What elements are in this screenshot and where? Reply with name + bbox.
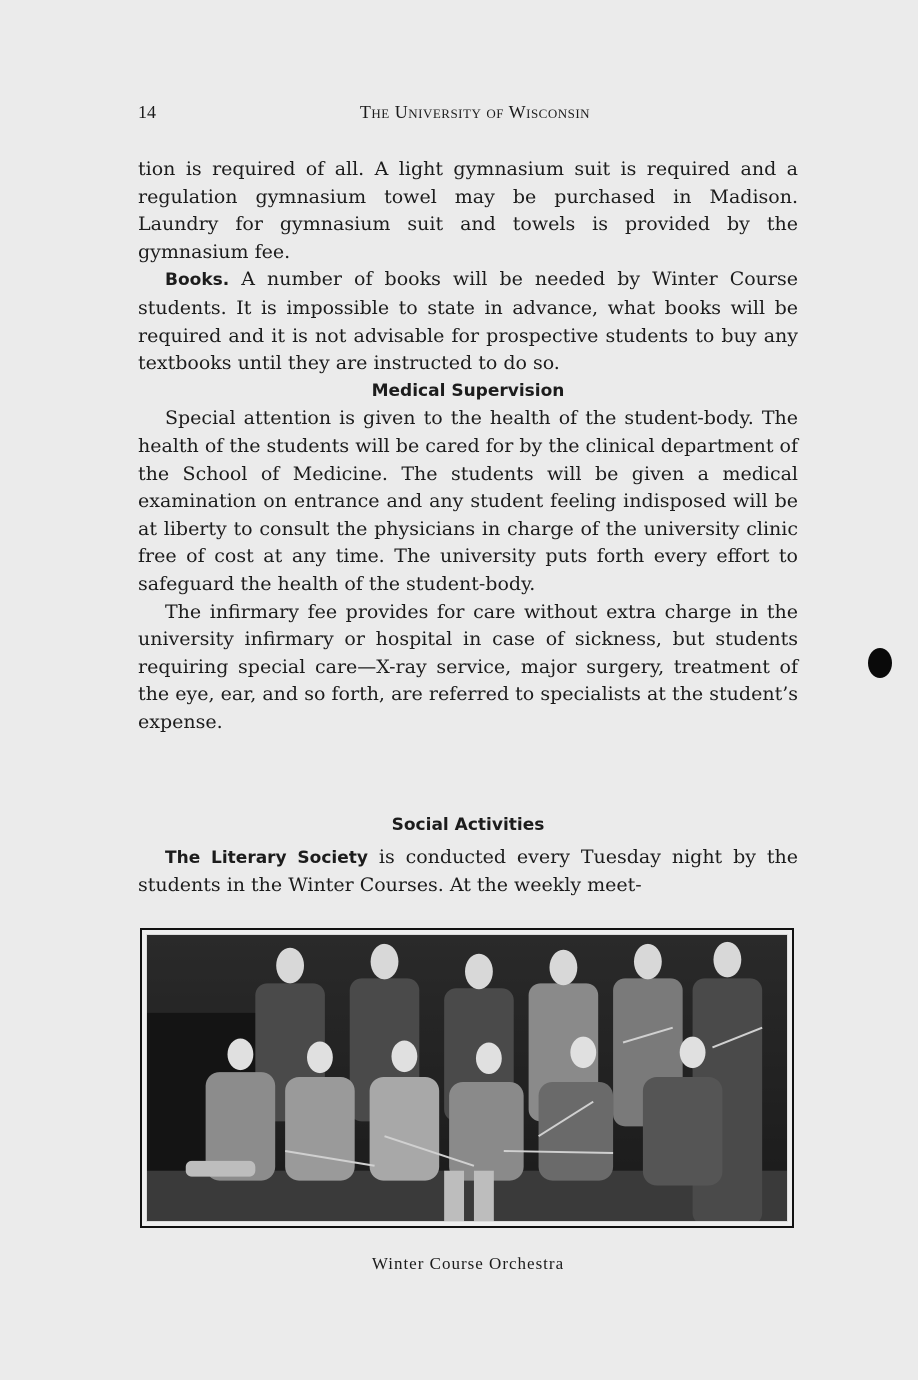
photo-caption: Winter Course Orchestra xyxy=(371,1254,565,1273)
body-text-upper xyxy=(138,156,798,736)
paragraph-medical-1: Special attention is given to the health of the student-body. The health of the students will be cared for by the clinical department of the School of Medicine. The students will be given a medical examination on entrance and any student feeling indisposed will be at liberty to consult the physicians in charge of the university clinic free of cost at any time. The university puts forth every effort to safeguard the health of the student-body. xyxy=(138,407,798,595)
running-title: The University of Wisconsin xyxy=(359,102,591,122)
paragraph-books xyxy=(138,266,798,377)
paragraph-literary-society xyxy=(138,844,798,900)
books-text: A number of books will be needed by Winter Course students. It is impossible to state in advance, what books will be required and it is not advisable for prospective students to buy any textbooks until they are instructed to do so. xyxy=(138,268,798,375)
heading-medical-supervision: Medical Supervision xyxy=(371,380,565,401)
body-text-lower xyxy=(138,812,798,900)
paragraph-medical-2: The infirmary fee provides for care without extra charge in the university infirmary or hospital in case of sickness, but students requiring special care—X-ray service, major surgery, treatment of the eye, ear, and so forth, are referred to specialists at the student’s expense. xyxy=(138,600,798,733)
ink-blot-mark xyxy=(866,646,894,680)
books-run-in-heading: Books. xyxy=(165,270,230,291)
orchestra-photo-image xyxy=(146,934,788,1222)
literary-society-run-in: The Literary Society xyxy=(165,847,368,868)
literary-society-text: is conducted every Tuesday night by the students in the Winter Courses. At the weekly meet- xyxy=(138,845,798,897)
running-head xyxy=(138,102,798,126)
heading-social-activities: Social Activities xyxy=(391,815,545,835)
paragraph-gymnasium: tion is required of all. A light gymnasium suit is required and a regulation gymnasium towel may be purchased in Madison. Laundry for gymnasium suit and towels is provided by the gymnasium fee. xyxy=(138,158,798,263)
page-number: 14 xyxy=(138,102,156,122)
orchestra-photo xyxy=(140,928,794,1228)
